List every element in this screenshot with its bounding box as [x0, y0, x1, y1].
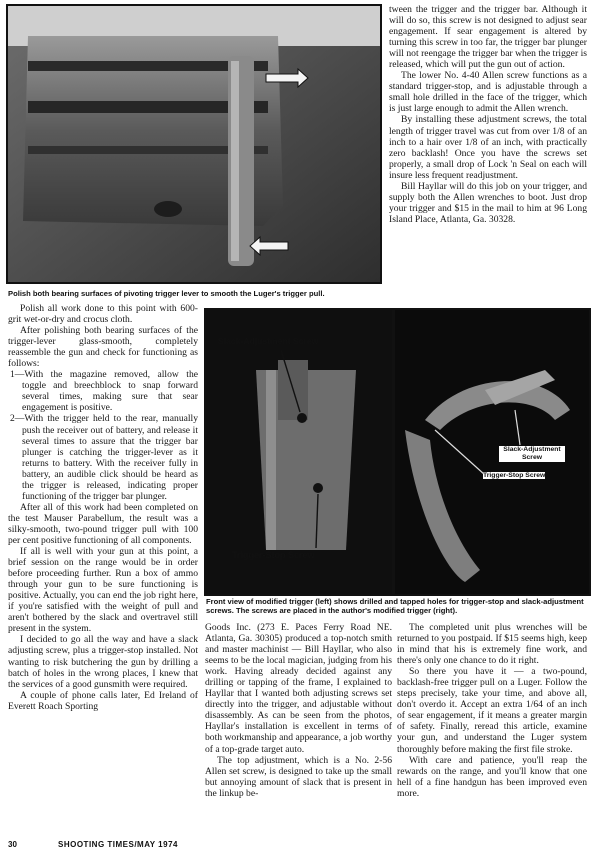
right-column-bottom [397, 622, 587, 799]
paragraph: After polishing both bearing surfaces of the trigger-lever glass-smooth, completely reassemble the gun and check for functioning as follows: [8, 325, 198, 370]
paragraph: So there you have it — a two-pound, backlash-free trigger pull on a Luger. Follow the steps precisely, take your time, and above all, don't overdo it. Accept an extra 1/64 of an inch of sear engagement, if it means a greater margin of safety. Finally, reread this article, examine your gun, and understand the Luger system thoroughly before making the first file stroke. [397, 666, 587, 755]
trigger-stop-label-left: Trigger-Stop Screw [232, 550, 315, 560]
paragraph: With care and patience, you'll reap the rewards on the range, and you'll know that one hell of a fine handgun has been improved even more. [397, 754, 587, 799]
left-column [8, 303, 198, 712]
paragraph: tween the trigger and the trigger bar. Although it will do so, this screw is not designed to adjust sear engagement. If sear engagement is altered by turning this screw in too far, the trigger bar plunger will not reengage the trigger bar when the trigger is released, which will put the gun out of action. [389, 4, 587, 71]
slack-adjustment-label-right: Slack-Adjustment Screw [499, 446, 565, 462]
paragraph: After all of this work had been completed on the test Mauser Parabellum, the result was a silky-smooth, two-pound trigger pull with 100 per cent positive functioning of all components. [8, 501, 198, 546]
right-bottom-photo [393, 308, 591, 596]
paragraph: The top adjustment, which is a No. 2-56 Allen set screw, is designed to take up the small but annoying amount of slack that is present in the linkup be- [205, 754, 392, 799]
bottom-photos-caption: Front view of modified trigger (left) shows drilled and tapped holes for trigger-stop and slack-adjustment screws. The screws are placed in the author's modified trigger (right). [206, 597, 584, 615]
list-item: 2—With the trigger held to the rear, manually push the receiver out of battery, and release it several times to assure that the trigger bar plunger is catching the trigger-lever as it returns to battery. With the receiver fully in battery, an audible click should be heard as the trigger is released, indicating proper functioning of the trigger bar plunger. [10, 413, 198, 502]
right-column-top [389, 4, 587, 225]
publication-footer: SHOOTING TIMES/MAY 1974 [58, 840, 178, 849]
paragraph: The completed unit plus wrenches will be returned to you postpaid. If $15 seems high, keep in mind that his is extremely fine work, and there's only one chance to do it right. [397, 622, 587, 667]
trigger-lever-photo [8, 6, 380, 282]
middle-column [205, 622, 392, 799]
left-bottom-photo [204, 308, 394, 596]
paragraph: A couple of phone calls later, Ed Ireland of Everett Roach Sporting [8, 689, 198, 712]
paragraph: The lower No. 4-40 Allen screw functions as a standard trigger-stop, and is adjustable through a small hole drilled in the face of the trigger, which is just large enough to admit the Allen wrench. [389, 70, 587, 115]
slack-adjustment-label-left: Slack-Adjustment Screw [218, 336, 319, 346]
page-number: 30 [8, 840, 17, 849]
paragraph: If all is well with your gun at this point, a brief session on the range would be in order before proceeding further. Run a box of ammo through your gun to be sure functioning is positive. Actually, you can end the job right here, if you're satisfied with the weight of pull and aren't bothered by the slack and overtravel still present in the system. [8, 546, 198, 635]
top-photo [6, 4, 382, 284]
paragraph: Bill Hayllar will do this job on your trigger, and supply both the Allen wrenches to boot. Just drop your trigger and $15 in the mail to him at 96 Long Island Place, Atlanta, Ga. 30328. [389, 180, 587, 225]
trigger-stop-label-right: Trigger-Stop Screw [483, 472, 546, 479]
paragraph: By installing these adjustment screws, the total length of trigger travel was cut from over 1/8 of an inch to a hair over 1/8 of an inch, with practically zero backlash! Once you have the screws set properly, a small drop of Lock 'n Seal on each will insure less frequent readjustment. [389, 114, 587, 181]
list-item: 1—With the magazine removed, allow the toggle and breechblock to snap forward several times, making sure that sear engagement is positive. [10, 369, 198, 414]
top-photo-caption: Polish both bearing surfaces of pivoting trigger lever to smooth the Luger's trigger pull. [8, 289, 325, 298]
paragraph: Goods Inc. (273 E. Paces Ferry Road NE. Atlanta, Ga. 30305) produced a top-notch smith and master machinist — Bill Hayllar, who also seems to be the local magician, judging from his work. Having already decided against any drilling or tapping of the frame, I explained to Hayllar that I wanted both adjusting screws set directly into the trigger, and adjustable without disassembly. As can be seen from the photos, Hayllar's installation is excellent in terms of both workmanship and appearance, a job worthy of a top-grade target auto. [205, 622, 392, 755]
paragraph: Polish all work done to this point with 600-grit wet-or-dry and crocus cloth. [8, 303, 198, 326]
paragraph: I decided to go all the way and have a slack adjusting screw, plus a trigger-stop installed. Not wanting to risk butchering the gun by drilling a batch of holes in the wrong places, I knew that the services of a good gunsmith were required. [8, 634, 198, 690]
